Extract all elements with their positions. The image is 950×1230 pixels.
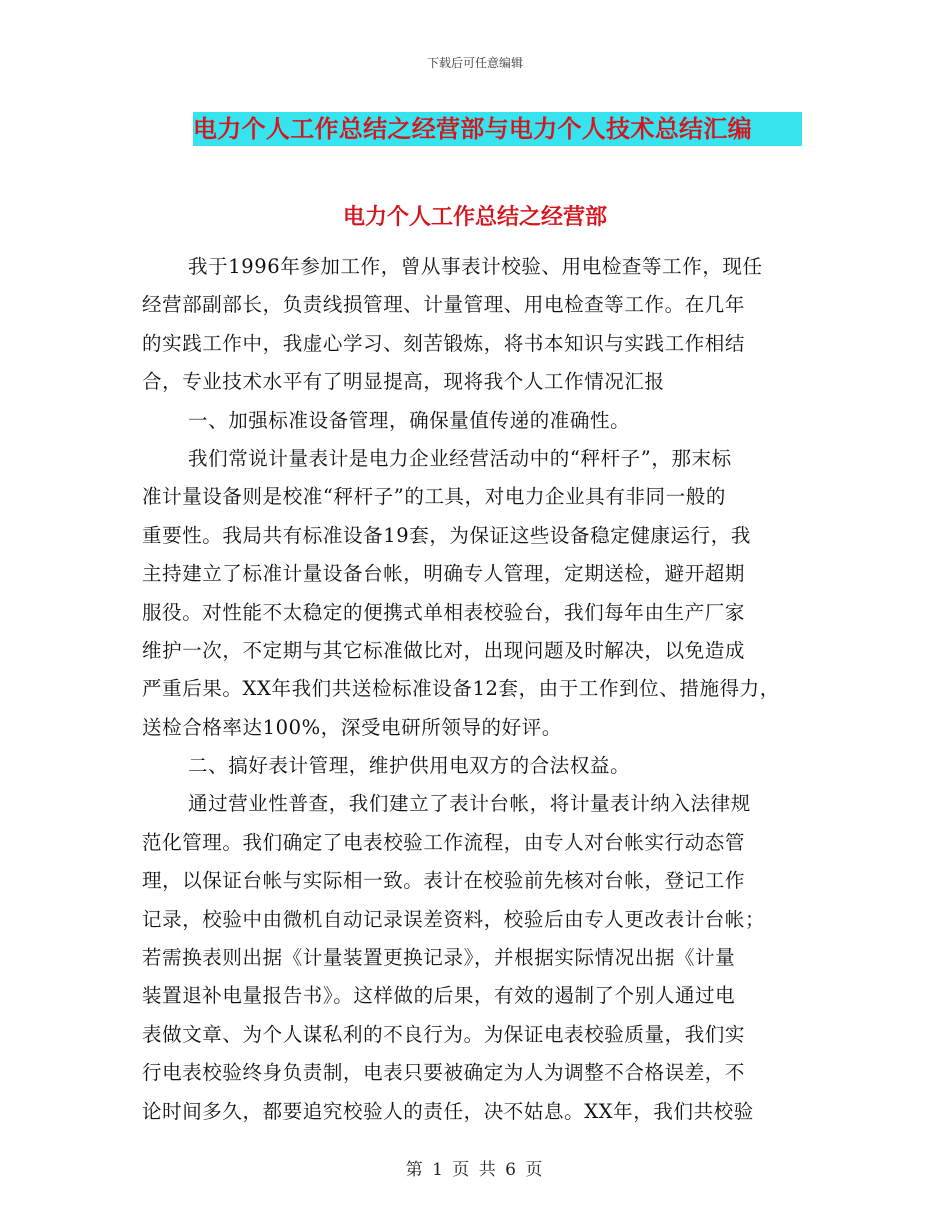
body-line: 理，以保证台帐与实际相一致。表计在校验前先核对台帐，登记工作 (142, 869, 746, 893)
body-line: 若需换表则出据《计量装置更换记录》，并根据实际情况出据《计量 (142, 946, 736, 970)
section-heading-1: 一、加强标准设备管理，确保量值传递的准确性。 (188, 408, 631, 432)
body-line: 服役。对性能不太稳定的便携式单相表校验台，我们每年由生产厂家 (142, 600, 746, 624)
body-line: 范化管理。我们确定了电表校验工作流程，由专人对台帐实行动态管 (142, 830, 746, 854)
body-line: 严重后果。XX年我们共送检标准设备12套，由于工作到位、措施得力， (142, 677, 780, 701)
body-line: 维护一次，不定期与其它标准做比对，出现问题及时解决，以免造成 (142, 638, 746, 662)
body-line: 主持建立了标准计量设备台帐，明确专人管理，定期送检，避开超期 (142, 562, 746, 586)
body-line: 送检合格率达100%，深受电研所领导的好评。 (142, 715, 562, 739)
section-heading-2: 二、搞好表计管理，维护供用电双方的合法权益。 (188, 754, 631, 778)
document-title: 电力个人工作总结之经营部与电力个人技术总结汇编 (193, 115, 752, 143)
body-line: 重要性。我局共有标准设备19套，为保证这些设备稳定健康运行，我 (142, 523, 751, 547)
body-line: 经营部副部长，负责线损管理、计量管理、用电检查等工作。在几年 (142, 293, 746, 317)
body-line: 通过营业性普查，我们建立了表计台帐，将计量表计纳入法律规 (188, 792, 751, 816)
body-line: 的实践工作中，我虚心学习、刻苦锻炼，将书本知识与实践工作相结 (142, 331, 746, 355)
body-line: 我们常说计量表计是电力企业经营活动中的“秤杆子”，那末标 (188, 446, 732, 470)
section-title: 电力个人工作总结之经营部 (342, 205, 607, 230)
body-line: 行电表校验终身负责制，电表只要被确定为人为调整不合格误差，不 (142, 1061, 746, 1085)
body-line: 记录，校验中由微机自动记录误差资料，校验后由专人更改表计台帐； (142, 907, 766, 931)
body-line: 准计量设备则是校准“秤杆子”的工具，对电力企业具有非同一般的 (142, 485, 726, 509)
page-footer: 第 1 页 共 6 页 (405, 1160, 545, 1180)
document-title-highlight (193, 112, 802, 146)
body-line: 表做文章、为个人谋私利的不良行为。为保证电表校验质量，我们实 (142, 1022, 746, 1046)
header-note: 下载后可任意编辑 (426, 56, 523, 70)
body-line: 装置退补电量报告书》。这样做的后果，有效的遏制了个别人通过电 (142, 984, 736, 1008)
body-line: 论时间多久，都要追究校验人的责任，决不姑息。XX年，我们共校验 (142, 1099, 754, 1123)
body-line: 我于1996年参加工作，曾从事表计校验、用电检查等工作，现任 (188, 255, 763, 278)
body-text (142, 248, 822, 1131)
body-line: 合，专业技术水平有了明显提高，现将我个人工作情况汇报 (142, 370, 665, 394)
